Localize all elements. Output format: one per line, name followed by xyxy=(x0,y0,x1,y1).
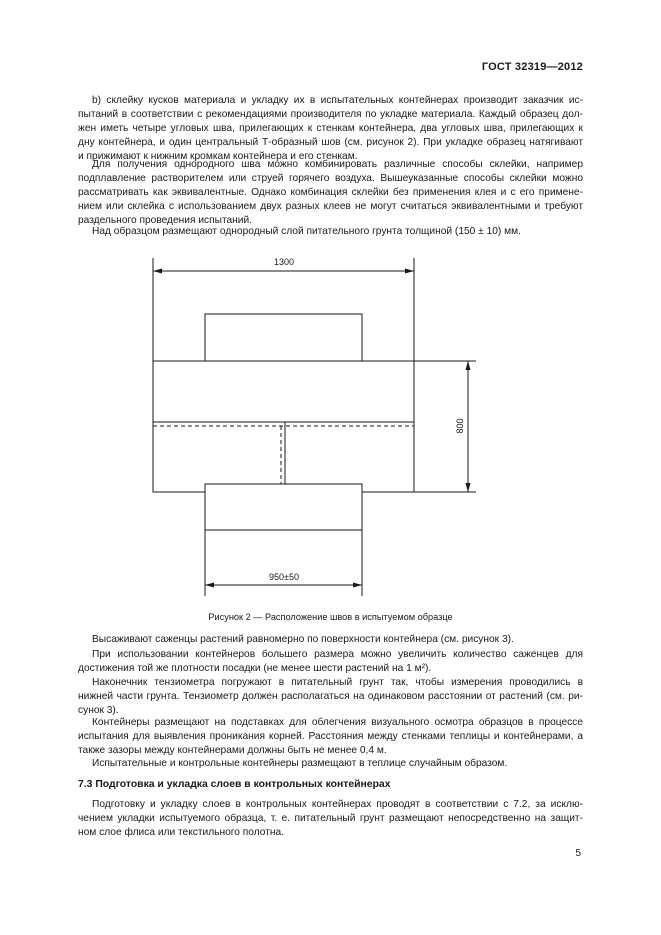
figure-caption: Рисунок 2 — Расположение швов в испытуемом образце xyxy=(208,612,453,622)
container-outline xyxy=(153,361,414,492)
text-line: и прижимают к нижним кромкам контейнера и его стенкам. xyxy=(78,151,358,163)
text-line: чением укладки испытуемого образца, т. е. питательный грунт размещают непосредственно на защит- xyxy=(78,813,583,825)
document-code-header: ГОСТ 32319—2012 xyxy=(481,61,583,73)
text-line: Испытательные и контрольные контейнеры размещают в теплице случайным образом. xyxy=(92,758,508,769)
paragraph-larger-containers xyxy=(78,648,583,676)
top-flap xyxy=(205,314,362,361)
text-line: Контейнеры размещают на подставках для облегчения визуального осмотра образцов в процессе xyxy=(92,717,583,728)
text-line: раздельного проведения испытаний. xyxy=(78,215,253,227)
text-line: нием или склейка с использованием двух разных клеев не могут считаться эквивалентными и требуют xyxy=(78,201,583,213)
text-line: жен иметь четыре угловых шва, прилегающих к стенкам контейнера, два угловых шва, прилегающих к xyxy=(78,123,583,135)
paragraph-control-containers xyxy=(78,798,583,840)
text-line: ном слое флиса или текстильного полотна. xyxy=(78,827,284,839)
arrowhead xyxy=(353,583,362,588)
text-line: пытаний в соответствии с рекомендациями производителя по укладке материала. Каждый образец дол- xyxy=(78,109,583,121)
text-line: подплавление растворителем или струей горячего воздуха. Вышеуказанные способы склейки можно xyxy=(78,173,583,185)
text-line: достижения той же плотности посадки (не менее шести растений на 1 м²). xyxy=(78,663,432,675)
text-line: нижней части грунта. Тензиометр должен располагаться на одинаковом расстоянии от растений (см. ри- xyxy=(78,691,583,703)
text-line: Наконечник тензиометра погружают в питательный грунт так, чтобы измерения проводились в xyxy=(92,677,583,688)
text-line: рассматривать как эквивалентные. Однако комбинация склейки без применения клея и с его примене- xyxy=(78,187,583,199)
text-line: испытания для выявления проникания корней. Расстояния между стенками теплицы и контейнерами, а xyxy=(78,731,583,743)
page-number: 5 xyxy=(575,848,581,859)
paragraph-planting xyxy=(78,633,583,647)
arrowhead xyxy=(466,361,471,370)
text-line: b) склейку кусков материала и укладку их в испытательных контейнерах производит заказчик ис- xyxy=(92,95,583,106)
paragraph-tensiometer xyxy=(78,676,583,718)
text-line: также зазоры между контейнерами должны быть не менее 0,4 м. xyxy=(78,745,387,757)
text-line: Для получения однородного шва можно комбинировать различные способы склейки, например xyxy=(92,159,583,170)
text-line: Высаживают саженцы растений равномерно по поверхности контейнера (см. рисунок 3). xyxy=(92,634,514,645)
paragraph-random-placement xyxy=(78,757,583,771)
text-line: Подготовку и укладку слоев в контрольных контейнерах проводят в соответствии с 7.2, за исклю- xyxy=(92,799,583,810)
text-line: дну контейнера, и один центральный Т-образный шов (см. рисунок 2). При укладке образец натягивают xyxy=(78,137,583,149)
dim-label-flap: 950±50 xyxy=(269,572,299,582)
arrowhead xyxy=(466,483,471,492)
dim-label-height: 800 xyxy=(455,418,465,434)
arrowhead xyxy=(153,269,162,274)
text-line: Над образцом размещают однородный слой питательного грунта толщиной (150 ± 10) мм. xyxy=(92,226,521,237)
text-line: сунок 3). xyxy=(78,705,119,717)
paragraph-stands xyxy=(78,716,583,758)
arrowhead xyxy=(205,583,214,588)
text-line: При использовании контейнеров большего размера можно увеличить количество саженцев для xyxy=(92,649,583,660)
bottom-flap xyxy=(205,484,362,530)
dim-label-width: 1300 xyxy=(273,257,295,267)
arrowhead xyxy=(405,269,414,274)
section-heading-7-3: 7.3 Подготовка и укладка слоев в контрольных контейнерах xyxy=(78,779,391,790)
